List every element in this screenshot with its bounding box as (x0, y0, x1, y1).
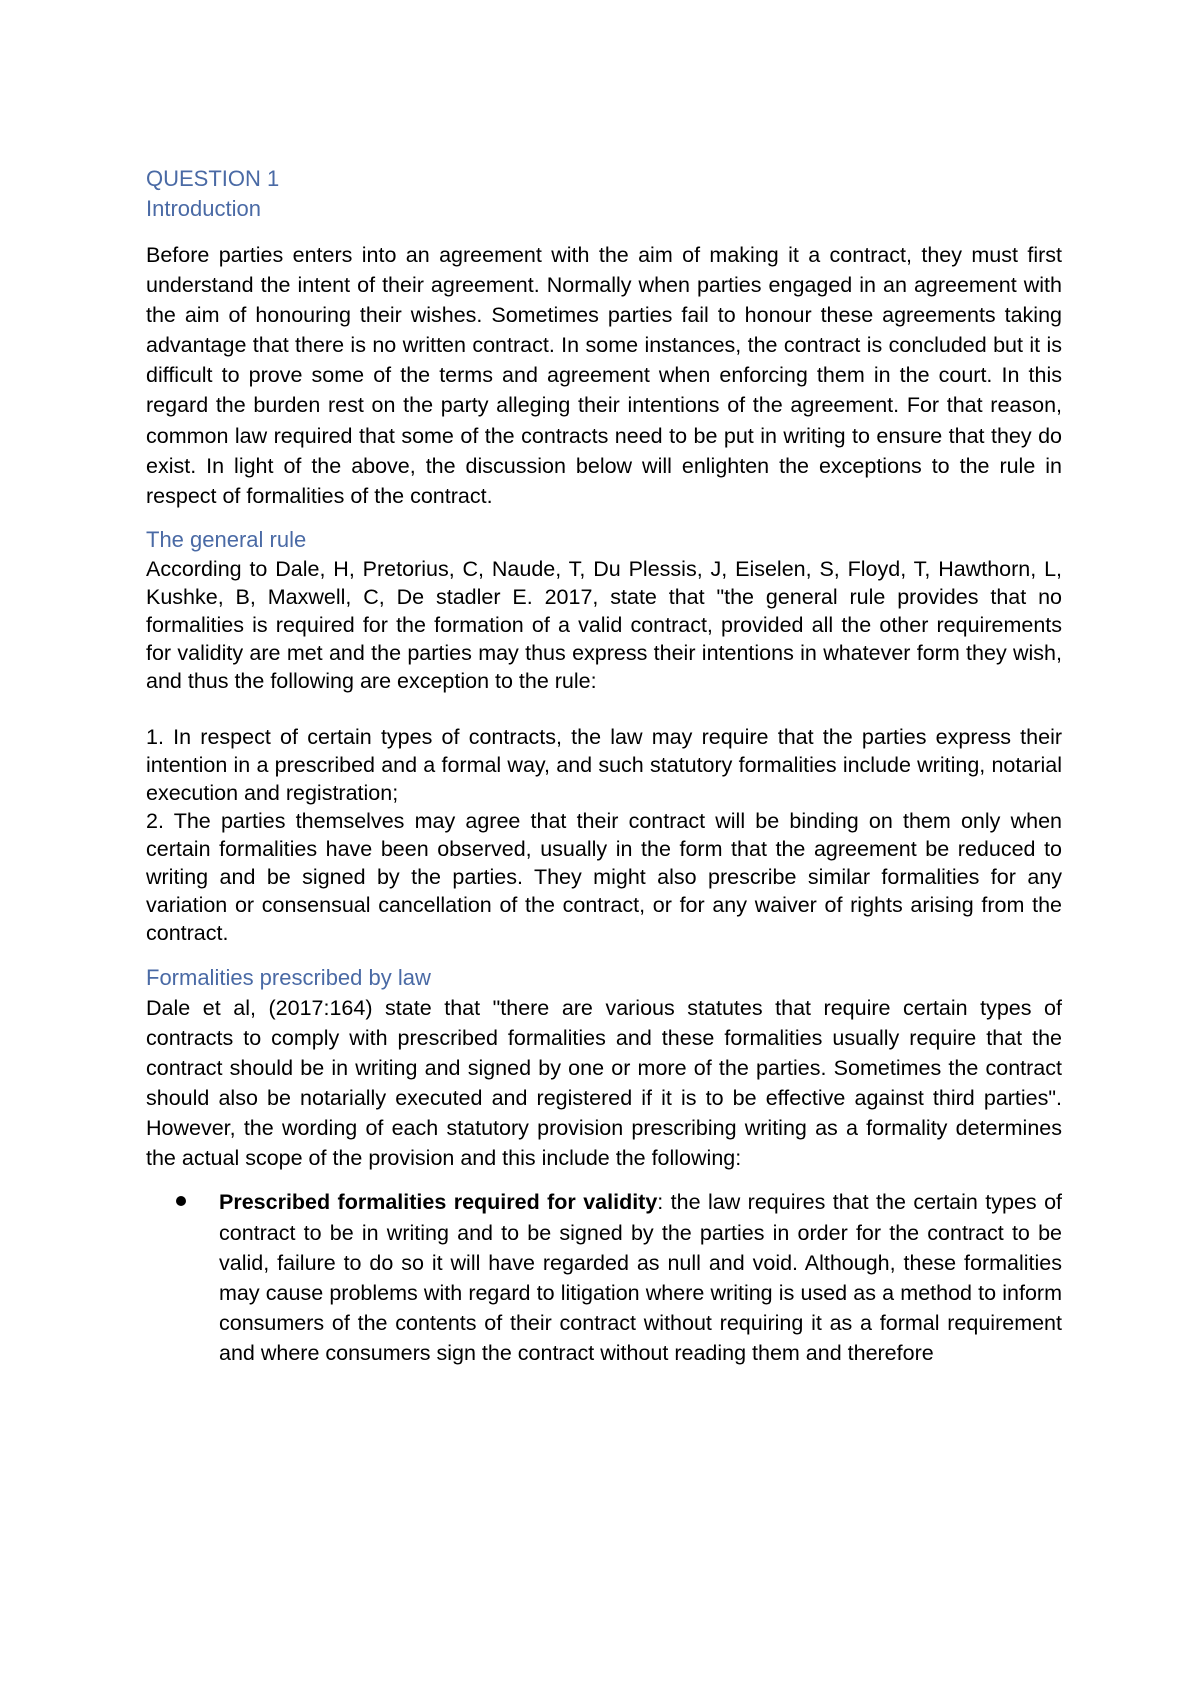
formalities-paragraph: Dale et al, (2017:164) state that "there are various statutes that require certain types of contracts to comply with prescribed formalities and these formalities usually require that the contract should be in writing and signed by one or more of the parties. Sometimes the contract should also be notarially executed and registered if it is to be effective against third parties". However, the wording of each statutory provision prescribing writing as a formality determines the actual scope of the provision and this include the following: (146, 995, 1062, 1171)
bullet-text: : the law requires that the certain types of contract to be in writing and to be signed by the parties in order for the contract to be valid, failure to do so it will have regarded as null and void. Although, these formalities may cause problems with regard to litigation where writing is used as a method to inform consumers of the contents of their contract without requiring it as a formal requirement and where consumers sign the contract without reading them and therefore (219, 1190, 1063, 1365)
general-rule-paragraph: According to Dale, H, Pretorius, C, Naude, T, Du Plessis, J, Eiselen, S, Floyd, T, Hawthorn, L, Kushke, B, Maxwell, C, De stadler E. 2017, state that "the general rule provides that no formalities is required for the formation of a valid contract, provided all the other requirements for validity are met and the parties may thus express their intentions in whatever form they wish, and thus the following are exception to the rule: (146, 556, 1062, 693)
introduction-heading: Introduction (146, 196, 261, 221)
document-page (146, 164, 1062, 1368)
bullet-icon (176, 1196, 186, 1206)
formalities-heading: Formalities prescribed by law (146, 964, 431, 990)
list-item (219, 1187, 1062, 1368)
question-title: QUESTION 1 (146, 166, 280, 191)
general-rule-heading: The general rule (146, 526, 307, 552)
exception-item-2: 2. The parties themselves may agree that their contract will be binding on them only when certain formalities have been observed, usually in the form that the agreement be reduced to writing and be signed by the parties. They might also prescribe similar formalities for any variation or consensual cancellation of the contract, or for any waiver of rights arising from the contract. (146, 808, 1062, 945)
bullet-list (146, 1187, 1062, 1368)
exception-item-1: 1. In respect of certain types of contracts, the law may require that the parties express their intention in a prescribed and a formal way, and such statutory formalities include writing, notarial execution and registration; (146, 724, 1062, 805)
introduction-paragraph: Before parties enters into an agreement with the aim of making it a contract, they must first understand the intent of their agreement. Normally when parties engaged in an agreement with the aim of honouring their wishes. Sometimes parties fail to honour these agreements taking advantage that there is no written contract. In some instances, the contract is concluded but it is difficult to prove some of the terms and agreement when enforcing them in the court. In this regard the burden rest on the party alleging their intentions of the agreement. For that reason, common law required that some of the contracts need to be put in writing to ensure that they do exist. In light of the above, the discussion below will enlighten the exceptions to the rule in respect of formalities of the contract. (146, 243, 1062, 508)
bullet-term: Prescribed formalities required for validity (219, 1190, 658, 1215)
